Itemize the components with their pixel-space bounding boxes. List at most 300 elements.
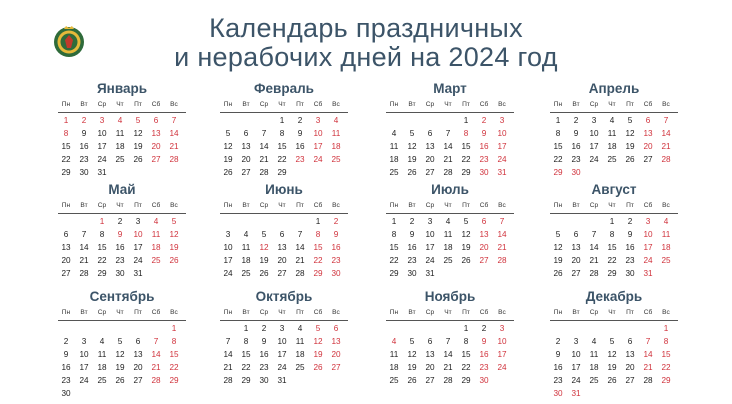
day-cell: 9: [409, 230, 415, 239]
day-cell: 4: [609, 116, 615, 125]
day-cell: 21: [151, 363, 161, 372]
day-cell: 30: [115, 269, 125, 278]
day-cell: 2: [481, 324, 487, 333]
day-cell: 20: [571, 256, 581, 265]
day-cell: 14: [151, 350, 161, 359]
day-cell: 11: [97, 350, 107, 359]
day-cell: 10: [223, 243, 233, 252]
day-cell: 27: [331, 363, 341, 372]
day-cell: 22: [61, 155, 71, 164]
weekday-header: [386, 98, 514, 113]
day-cell: 8: [609, 230, 615, 239]
weekday-label: Сб: [151, 101, 161, 108]
month-name: Август: [591, 182, 637, 197]
weekday-label: Пт: [626, 101, 634, 108]
day-cell: 18: [295, 350, 305, 359]
weekday-label: Вт: [408, 309, 416, 316]
day-cell: 18: [607, 142, 617, 151]
day-cell: 18: [389, 155, 399, 164]
day-cell: 7: [225, 337, 231, 346]
day-cell: 6: [333, 324, 339, 333]
day-cell: 26: [259, 269, 269, 278]
day-cell: 14: [259, 142, 269, 151]
day-cell: 24: [643, 256, 653, 265]
day-cell: 5: [627, 116, 633, 125]
weekday-label: Пн: [223, 101, 233, 108]
day-grid: [386, 215, 514, 280]
day-cell: 7: [153, 337, 159, 346]
day-cell: 28: [169, 155, 179, 164]
day-cell: 5: [409, 337, 415, 346]
day-cell: 30: [61, 389, 71, 398]
day-cell: 5: [225, 129, 231, 138]
day-cell: 6: [153, 116, 159, 125]
title-line-1: Календарь праздничных: [209, 13, 523, 43]
day-cell: 8: [555, 129, 561, 138]
day-cell: 22: [389, 256, 399, 265]
day-cell: 5: [261, 230, 267, 239]
day-cell: 5: [315, 324, 321, 333]
day-cell: 13: [151, 129, 161, 138]
weekday-label: Вт: [242, 101, 250, 108]
day-grid: [386, 114, 514, 179]
day-cell: 10: [313, 129, 323, 138]
day-cell: 26: [169, 256, 179, 265]
day-cell: 28: [661, 155, 671, 164]
day-cell: 7: [499, 217, 505, 226]
weekday-label: Сб: [313, 101, 323, 108]
month-block: [550, 181, 678, 280]
day-cell: 19: [133, 142, 143, 151]
day-cell: 24: [79, 376, 89, 385]
day-cell: 15: [461, 142, 471, 151]
day-cell: 4: [445, 217, 451, 226]
day-cell: 12: [259, 243, 269, 252]
weekday-label: Вс: [170, 101, 178, 108]
day-cell: 11: [389, 350, 399, 359]
day-cell: 20: [479, 243, 489, 252]
weekday-label: Сб: [313, 309, 323, 316]
weekday-label: Чт: [278, 101, 286, 108]
weekday-label: Вс: [170, 202, 178, 209]
day-cell: 9: [63, 350, 69, 359]
day-cell: 9: [573, 129, 579, 138]
month-name: Сентябрь: [89, 289, 155, 304]
weekday-header: [386, 199, 514, 214]
day-cell: 10: [571, 350, 581, 359]
day-cell: 27: [425, 168, 435, 177]
day-cell: 29: [461, 376, 471, 385]
day-cell: 24: [497, 363, 507, 372]
weekday-label: Пн: [223, 202, 233, 209]
day-cell: 6: [135, 337, 141, 346]
weekday-label: Вт: [80, 202, 88, 209]
day-cell: 25: [331, 155, 341, 164]
day-cell: 19: [223, 155, 233, 164]
day-cell: 2: [117, 217, 123, 226]
weekday-label: Пн: [389, 101, 399, 108]
weekday-label: Чт: [278, 309, 286, 316]
weekday-label: Чт: [608, 101, 616, 108]
day-grid: [58, 322, 186, 400]
month-name: Май: [108, 182, 136, 197]
weekday-label: Ср: [259, 202, 269, 209]
weekday-label: Пт: [296, 309, 304, 316]
month-name: Январь: [96, 81, 148, 96]
day-cell: 23: [479, 363, 489, 372]
day-cell: 26: [553, 269, 563, 278]
day-cell: 15: [553, 142, 563, 151]
day-cell: 29: [313, 269, 323, 278]
day-cell: 27: [625, 376, 635, 385]
day-grid: [386, 322, 514, 387]
day-cell: 3: [573, 337, 579, 346]
day-cell: 26: [115, 376, 125, 385]
weekday-header: [220, 98, 348, 113]
day-cell: 15: [461, 350, 471, 359]
month-block: [550, 288, 678, 400]
day-cell: 29: [389, 269, 399, 278]
day-cell: 23: [115, 256, 125, 265]
day-cell: 25: [443, 256, 453, 265]
day-cell: 20: [61, 256, 71, 265]
day-cell: 8: [663, 337, 669, 346]
month-block: [386, 80, 514, 179]
month-name: Октябрь: [255, 289, 313, 304]
day-cell: 4: [99, 337, 105, 346]
day-cell: 23: [553, 376, 563, 385]
day-cell: 6: [627, 337, 633, 346]
weekday-label: Сб: [313, 202, 323, 209]
day-cell: 16: [115, 243, 125, 252]
day-cell: 1: [99, 217, 105, 226]
day-cell: 13: [571, 243, 581, 252]
day-grid: [58, 215, 186, 280]
day-cell: 11: [443, 230, 453, 239]
day-cell: 28: [497, 256, 507, 265]
day-cell: 6: [481, 217, 487, 226]
day-cell: 6: [243, 129, 249, 138]
month-block: [550, 80, 678, 179]
day-cell: 4: [153, 217, 159, 226]
day-grid: [550, 322, 678, 400]
day-cell: 24: [571, 376, 581, 385]
weekday-label: Чт: [444, 202, 452, 209]
month-name: Март: [433, 81, 467, 96]
day-cell: 28: [259, 168, 269, 177]
day-cell: 20: [151, 142, 161, 151]
day-cell: 28: [443, 376, 453, 385]
day-cell: 8: [63, 129, 69, 138]
day-cell: 19: [553, 256, 563, 265]
day-cell: 29: [241, 376, 251, 385]
day-cell: 17: [497, 350, 507, 359]
day-cell: 28: [443, 168, 453, 177]
day-cell: 23: [625, 256, 635, 265]
weekday-label: Вт: [242, 202, 250, 209]
day-cell: 25: [607, 155, 617, 164]
day-cell: 10: [425, 230, 435, 239]
day-cell: 28: [643, 376, 653, 385]
weekday-label: Ср: [97, 309, 107, 316]
day-cell: 22: [97, 256, 107, 265]
weekday-header: [550, 199, 678, 214]
day-cell: 25: [241, 269, 251, 278]
weekday-label: Чт: [116, 202, 124, 209]
day-cell: 29: [661, 376, 671, 385]
day-cell: 17: [97, 142, 107, 151]
day-cell: 13: [277, 243, 287, 252]
day-cell: 17: [589, 142, 599, 151]
day-cell: 26: [407, 376, 417, 385]
day-cell: 17: [313, 142, 323, 151]
day-cell: 21: [223, 363, 233, 372]
day-cell: 15: [277, 142, 287, 151]
weekday-label: Вс: [662, 101, 670, 108]
day-cell: 29: [461, 168, 471, 177]
day-cell: 17: [643, 243, 653, 252]
day-cell: 4: [297, 324, 303, 333]
weekday-label: Ср: [259, 101, 269, 108]
day-cell: 18: [241, 256, 251, 265]
day-cell: 7: [591, 230, 597, 239]
weekday-header: [386, 306, 514, 321]
day-cell: 18: [389, 363, 399, 372]
day-cell: 16: [625, 243, 635, 252]
day-grid: [220, 322, 348, 387]
day-cell: 25: [389, 376, 399, 385]
weekday-label: Ср: [425, 202, 435, 209]
weekday-header: [220, 199, 348, 214]
day-cell: 28: [589, 269, 599, 278]
day-cell: 2: [481, 116, 487, 125]
day-cell: 13: [425, 350, 435, 359]
day-cell: 14: [79, 243, 89, 252]
weekday-label: Ср: [425, 309, 435, 316]
day-cell: 3: [427, 217, 433, 226]
day-cell: 3: [645, 217, 651, 226]
day-cell: 9: [481, 129, 487, 138]
day-cell: 21: [589, 256, 599, 265]
day-cell: 8: [243, 337, 249, 346]
day-cell: 11: [331, 129, 341, 138]
day-cell: 1: [463, 116, 469, 125]
day-cell: 20: [241, 155, 251, 164]
day-cell: 15: [241, 350, 251, 359]
weekday-label: Пн: [61, 202, 71, 209]
day-cell: 5: [135, 116, 141, 125]
day-cell: 13: [479, 230, 489, 239]
month-block: [58, 181, 186, 280]
day-cell: 23: [479, 155, 489, 164]
day-grid: [220, 114, 348, 179]
day-cell: 21: [443, 155, 453, 164]
day-cell: 12: [133, 129, 143, 138]
weekday-label: Сб: [643, 202, 653, 209]
day-cell: 24: [425, 256, 435, 265]
weekday-label: Пт: [134, 101, 142, 108]
day-cell: 10: [133, 230, 143, 239]
day-cell: 30: [553, 389, 563, 398]
day-cell: 4: [333, 116, 339, 125]
day-cell: 22: [607, 256, 617, 265]
day-cell: 15: [389, 243, 399, 252]
day-cell: 9: [261, 337, 267, 346]
day-cell: 30: [571, 168, 581, 177]
weekday-header: [220, 306, 348, 321]
day-cell: 4: [391, 129, 397, 138]
weekday-label: Сб: [643, 101, 653, 108]
weekday-label: Пт: [296, 202, 304, 209]
day-cell: 27: [133, 376, 143, 385]
day-cell: 31: [425, 269, 435, 278]
day-cell: 12: [223, 142, 233, 151]
day-cell: 7: [81, 230, 87, 239]
day-cell: 16: [407, 243, 417, 252]
day-cell: 31: [497, 168, 507, 177]
weekday-label: Чт: [116, 309, 124, 316]
day-cell: 18: [661, 243, 671, 252]
weekday-label: Пн: [553, 202, 563, 209]
day-cell: 4: [591, 337, 597, 346]
weekday-label: Ср: [259, 309, 269, 316]
month-block: [386, 181, 514, 280]
day-cell: 25: [389, 168, 399, 177]
day-cell: 25: [115, 155, 125, 164]
day-cell: 31: [277, 376, 287, 385]
day-cell: 8: [171, 337, 177, 346]
weekday-label: Пн: [61, 309, 71, 316]
day-cell: 8: [279, 129, 285, 138]
weekday-label: Пн: [553, 309, 563, 316]
day-cell: 21: [169, 142, 179, 151]
day-cell: 22: [461, 363, 471, 372]
day-cell: 7: [261, 129, 267, 138]
day-cell: 14: [443, 350, 453, 359]
day-cell: 31: [643, 269, 653, 278]
weekday-label: Пн: [389, 309, 399, 316]
day-cell: 17: [571, 363, 581, 372]
day-cell: 11: [241, 243, 251, 252]
day-cell: 11: [151, 230, 161, 239]
day-cell: 6: [645, 116, 651, 125]
month-name: Февраль: [254, 81, 314, 96]
day-cell: 8: [463, 337, 469, 346]
day-cell: 24: [223, 269, 233, 278]
day-cell: 23: [259, 363, 269, 372]
day-cell: 3: [315, 116, 321, 125]
day-cell: 16: [479, 142, 489, 151]
day-cell: 14: [223, 350, 233, 359]
day-cell: 16: [571, 142, 581, 151]
day-cell: 1: [609, 217, 615, 226]
day-cell: 20: [643, 142, 653, 151]
day-cell: 28: [151, 376, 161, 385]
day-cell: 13: [241, 142, 251, 151]
weekday-label: Сб: [151, 309, 161, 316]
day-cell: 21: [259, 155, 269, 164]
weekday-label: Пн: [223, 309, 233, 316]
day-cell: 28: [79, 269, 89, 278]
day-cell: 6: [427, 337, 433, 346]
weekday-label: Вс: [498, 202, 506, 209]
day-cell: 5: [117, 337, 123, 346]
day-cell: 12: [313, 337, 323, 346]
day-cell: 10: [643, 230, 653, 239]
day-cell: 29: [553, 168, 563, 177]
day-cell: 7: [645, 337, 651, 346]
month-block: [220, 80, 348, 179]
day-cell: 2: [573, 116, 579, 125]
day-cell: 27: [277, 269, 287, 278]
day-cell: 14: [497, 230, 507, 239]
day-cell: 14: [295, 243, 305, 252]
day-cell: 3: [591, 116, 597, 125]
day-cell: 9: [481, 337, 487, 346]
month-name: Июль: [431, 182, 469, 197]
day-cell: 1: [463, 324, 469, 333]
month-block: [220, 288, 348, 387]
month-block: [58, 80, 186, 179]
day-cell: 29: [97, 269, 107, 278]
day-cell: 16: [295, 142, 305, 151]
day-cell: 11: [115, 129, 125, 138]
weekday-header: [550, 98, 678, 113]
weekday-label: Ср: [97, 202, 107, 209]
day-cell: 1: [279, 116, 285, 125]
day-cell: 25: [295, 363, 305, 372]
day-cell: 9: [555, 350, 561, 359]
day-cell: 9: [333, 230, 339, 239]
day-cell: 22: [169, 363, 179, 372]
day-cell: 19: [625, 142, 635, 151]
weekday-label: Ср: [589, 202, 599, 209]
day-cell: 21: [443, 363, 453, 372]
day-cell: 31: [571, 389, 581, 398]
day-cell: 6: [63, 230, 69, 239]
day-cell: 13: [625, 350, 635, 359]
day-cell: 17: [425, 243, 435, 252]
day-cell: 29: [607, 269, 617, 278]
day-cell: 25: [661, 256, 671, 265]
month-block: [58, 288, 186, 400]
day-cell: 2: [555, 337, 561, 346]
day-cell: 23: [407, 256, 417, 265]
day-cell: 1: [391, 217, 397, 226]
day-cell: 14: [589, 243, 599, 252]
weekday-label: Вт: [242, 309, 250, 316]
day-cell: 18: [589, 363, 599, 372]
day-cell: 21: [497, 243, 507, 252]
day-cell: 2: [333, 217, 339, 226]
day-cell: 30: [259, 376, 269, 385]
weekday-label: Пн: [389, 202, 399, 209]
weekday-label: Вс: [170, 309, 178, 316]
day-cell: 13: [133, 350, 143, 359]
weekday-label: Сб: [479, 202, 489, 209]
day-cell: 12: [625, 129, 635, 138]
day-cell: 23: [79, 155, 89, 164]
weekday-label: Вс: [332, 202, 340, 209]
day-cell: 23: [295, 155, 305, 164]
day-cell: 1: [663, 324, 669, 333]
day-cell: 23: [331, 256, 341, 265]
day-cell: 17: [497, 142, 507, 151]
day-cell: 22: [461, 155, 471, 164]
day-cell: 19: [115, 363, 125, 372]
day-cell: 17: [133, 243, 143, 252]
day-cell: 6: [573, 230, 579, 239]
